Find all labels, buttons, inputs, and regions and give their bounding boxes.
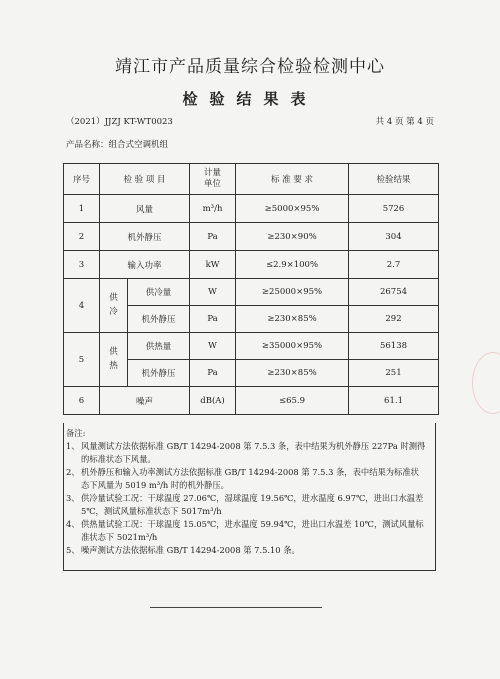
org-title: 靖江市产品质量综合检验检测中心 [115, 57, 385, 77]
note-text: 供冷量试验工况：干球温度 27.06℃，湿球温度 19.56℃，进水温度 6.97℃，进出口水温差 5℃，测试风量标准状态下 5017m³/h [81, 493, 424, 516]
cell-unit: m³/h [190, 195, 236, 223]
cell-unit: Pa [190, 306, 236, 333]
cell-result: 304 [349, 223, 439, 251]
note-number: 2、 [66, 467, 80, 477]
cell-result: 61.1 [349, 387, 439, 415]
cell-item: 噪声 [100, 387, 190, 415]
cell-standard: ≥5000×95% [236, 195, 349, 223]
header-standard: 标 准 要 求 [236, 164, 349, 195]
cell-item: 供热量 [128, 333, 190, 360]
cell-result: 56138 [349, 333, 439, 360]
cell-result: 26754 [349, 279, 439, 306]
table-row [64, 195, 439, 223]
cell-group-label: 供冷 [100, 279, 128, 333]
note-item [64, 544, 435, 557]
table-row [64, 223, 439, 251]
report-number: （2021）JJZJ KT-WT0023 [66, 117, 173, 127]
note-item [64, 440, 435, 466]
note-text: 供热量试验工况：干球温度 15.05℃，进水温度 59.94℃，进出口水温差 10℃，测试风量标准状态下 5021m³/h [81, 519, 424, 542]
cell-seq: 3 [64, 251, 100, 279]
note-number: 5、 [66, 545, 80, 555]
cell-seq: 6 [64, 387, 100, 415]
cell-result: 251 [349, 360, 439, 387]
notes-label: 备注: [66, 428, 86, 438]
cell-result: 292 [349, 306, 439, 333]
cell-seq: 1 [64, 195, 100, 223]
report-title: 检验结果表 [182, 90, 318, 108]
table-row [64, 279, 439, 306]
header-seq: 序号 [64, 164, 100, 195]
footer-divider [150, 607, 322, 608]
note-number: 4、 [66, 519, 80, 529]
cell-standard: ≥35000×95% [236, 333, 349, 360]
cell-unit: dB(A) [190, 387, 236, 415]
cell-item: 供冷量 [128, 279, 190, 306]
note-item [64, 518, 435, 544]
results-table [63, 163, 439, 415]
cell-standard: ≥25000×95% [236, 279, 349, 306]
note-item [64, 492, 435, 518]
cell-standard: ≥230×90% [236, 223, 349, 251]
note-item [64, 466, 435, 492]
cell-item: 机外静压 [128, 306, 190, 333]
cell-seq: 4 [64, 279, 100, 333]
cell-unit: Pa [190, 223, 236, 251]
cell-standard: ≥230×85% [236, 306, 349, 333]
note-text: 机外静压和输入功率测试方法依据标准 GB/T 14294-2008 第 7.5.3 条，表中结果为标准状态下风量为 5019 m³/h 时的机外静压。 [81, 467, 419, 490]
cell-item: 风量 [100, 195, 190, 223]
product-name: 产品名称：组合式空调机组 [66, 140, 169, 150]
table-header-row [64, 164, 439, 195]
cell-seq: 5 [64, 333, 100, 387]
cell-item: 输入功率 [100, 251, 190, 279]
cell-unit: kW [190, 251, 236, 279]
cell-standard: ≤2.9×100% [236, 251, 349, 279]
cell-item: 机外静压 [128, 360, 190, 387]
cell-unit: Pa [190, 360, 236, 387]
note-number: 3、 [66, 493, 80, 503]
cell-result: 2.7 [349, 251, 439, 279]
cell-unit: W [190, 279, 236, 306]
cell-standard: ≤65.9 [236, 387, 349, 415]
cell-seq: 2 [64, 223, 100, 251]
page-number: 共 4 页 第 4 页 [375, 117, 434, 127]
seal-stamp [472, 352, 500, 414]
cell-result: 5726 [349, 195, 439, 223]
cell-standard: ≥230×85% [236, 360, 349, 387]
table-row [64, 251, 439, 279]
table-row [64, 387, 439, 415]
header-item: 检 验 项 目 [100, 164, 190, 195]
note-number: 1、 [66, 441, 80, 451]
note-text: 风量测试方法依据标准 GB/T 14294-2008 第 7.5.3 条，表中结果为机外静压 227Pa 时测得的标准状态下风量。 [81, 441, 426, 464]
notes-box [63, 423, 436, 571]
header-unit: 计量单位 [190, 164, 236, 195]
cell-group-label: 供热 [100, 333, 128, 387]
cell-unit: W [190, 333, 236, 360]
header-result: 检验结果 [349, 164, 439, 195]
table-row [64, 333, 439, 360]
cell-item: 机外静压 [100, 223, 190, 251]
note-text: 噪声测试方法依据标准 GB/T 14294-2008 第 7.5.10 条。 [81, 545, 300, 555]
